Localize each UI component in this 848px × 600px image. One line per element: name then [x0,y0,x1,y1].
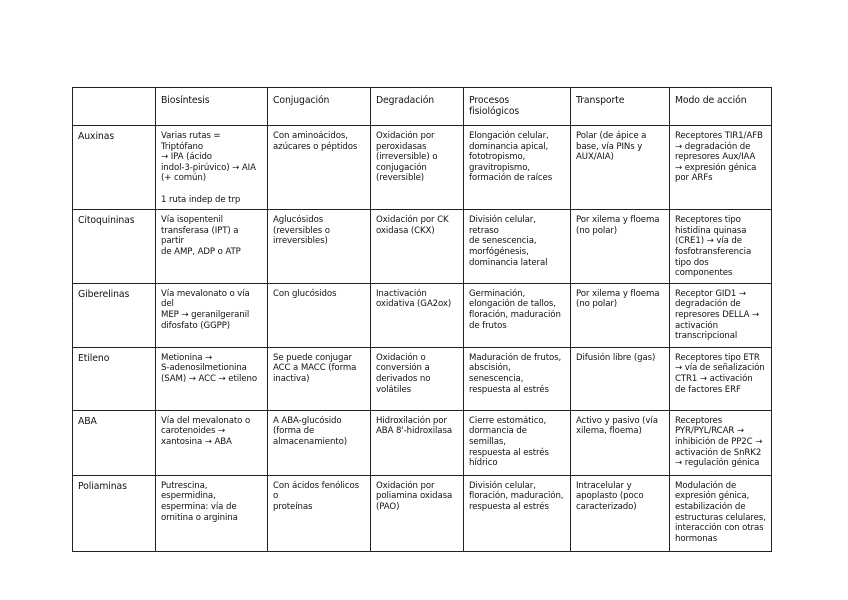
table-cell: Oxidación o conversión a derivados no volátiles [371,347,464,410]
header-conjugacion: Conjugación [268,88,371,126]
table-cell: Aglucósidos (reversibles o irreversibles) [268,210,371,284]
hormone-table [72,87,772,552]
table-cell: Oxidación por peroxidasas (irreversible) o conjugación (reversible) [371,126,464,210]
table-cell: Por xilema y floema (no polar) [571,283,670,347]
table-cell: Germinación, elongación de tallos, floración, maduración de frutos [464,283,571,347]
table-cell: Modulación de expresión génica, estabilización de estructuras celulares, interacción con otras hormonas [670,475,772,551]
table-cell: Con aminoácidos, azúcares o péptidos [268,126,371,210]
table-row [73,283,772,347]
table-cell: División celular, floración, maduración, respuesta al estrés [464,475,571,551]
table-cell: Receptores tipo histidina quinasa (CRE1) → vía de fosfotransferencia tipo dos componentes [670,210,772,284]
row-header-giberelinas: Giberelinas [73,283,156,347]
table-cell: Polar (de ápice a base, vía PINs y AUX/AIA) [571,126,670,210]
header-empty [73,88,156,126]
table-cell: Varias rutas = Triptófano → IPA (ácido indol-3-pirúvico) → AIA (+ común) 1 ruta indep de trp [156,126,268,210]
table-cell: Metionina → S-adenosilmetionina (SAM) → ACC → etileno [156,347,268,410]
table-cell: Inactivación oxidativa (GA2ox) [371,283,464,347]
row-header-etileno: Etileno [73,347,156,410]
table-cell: Intracelular y apoplasto (poco caracterizado) [571,475,670,551]
table-cell: Activo y pasivo (vía xilema, floema) [571,410,670,475]
header-biosintesis: Biosíntesis [156,88,268,126]
header-modo-accion: Modo de acción [670,88,772,126]
table-row [73,210,772,284]
table-row [73,475,772,551]
table-cell: Receptores PYR/PYL/RCAR → inhibición de PP2C → activación de SnRK2 → regulación génica [670,410,772,475]
table-row [73,410,772,475]
table-row [73,126,772,210]
table-cell: Oxidación por CK oxidasa (CKX) [371,210,464,284]
table-cell: División celular, retraso de senescencia, morfógénesis, dominancia lateral [464,210,571,284]
row-header-poliaminas: Poliaminas [73,475,156,551]
row-header-auxinas: Auxinas [73,126,156,210]
header-degradacion: Degradación [371,88,464,126]
row-header-aba: ABA [73,410,156,475]
table-cell: Receptor GID1 → degradación de represores DELLA → activación transcripcional [670,283,772,347]
table-cell: A ABA-glucósido (forma de almacenamiento) [268,410,371,475]
table-cell: Vía mevalonato o vía del MEP → geranilgeranil difosfato (GGPP) [156,283,268,347]
table-cell: Se puede conjugar ACC a MACC (forma inactiva) [268,347,371,410]
table-cell: Con ácidos fenólicos o proteínas [268,475,371,551]
table-cell: Vía del mevalonato o carotenoides → xantosina → ABA [156,410,268,475]
table-cell: Vía isopentenil transferasa (IPT) a partir de AMP, ADP o ATP [156,210,268,284]
table-cell: Cierre estomático, dormancia de semillas, respuesta al estrés hídrico [464,410,571,475]
table-cell: Receptores TIR1/AFB → degradación de represores Aux/IAA → expresión génica por ARFs [670,126,772,210]
table-cell: Maduración de frutos, abscisión, senescencia, respuesta al estrés [464,347,571,410]
header-transporte: Transporte [571,88,670,126]
header-procesos: Procesos fisiológicos [464,88,571,126]
table-row [73,347,772,410]
table-cell: Con glucósidos [268,283,371,347]
table-cell: Hidroxilación por ABA 8'-hidroxilasa [371,410,464,475]
row-header-citoquininas: Citoquininas [73,210,156,284]
header-row [73,88,772,126]
table-cell: Putrescina, espermidina, espermina: vía de ornitina o arginina [156,475,268,551]
table-cell: Por xilema y floema (no polar) [571,210,670,284]
table-cell: Difusión libre (gas) [571,347,670,410]
table-cell: Elongación celular, dominancia apical, fototropismo, gravitropismo, formación de raíces [464,126,571,210]
table-cell: Receptores tipo ETR → vía de señalización CTR1 → activación de factores ERF [670,347,772,410]
table-cell: Oxidación por poliamina oxidasa (PAO) [371,475,464,551]
